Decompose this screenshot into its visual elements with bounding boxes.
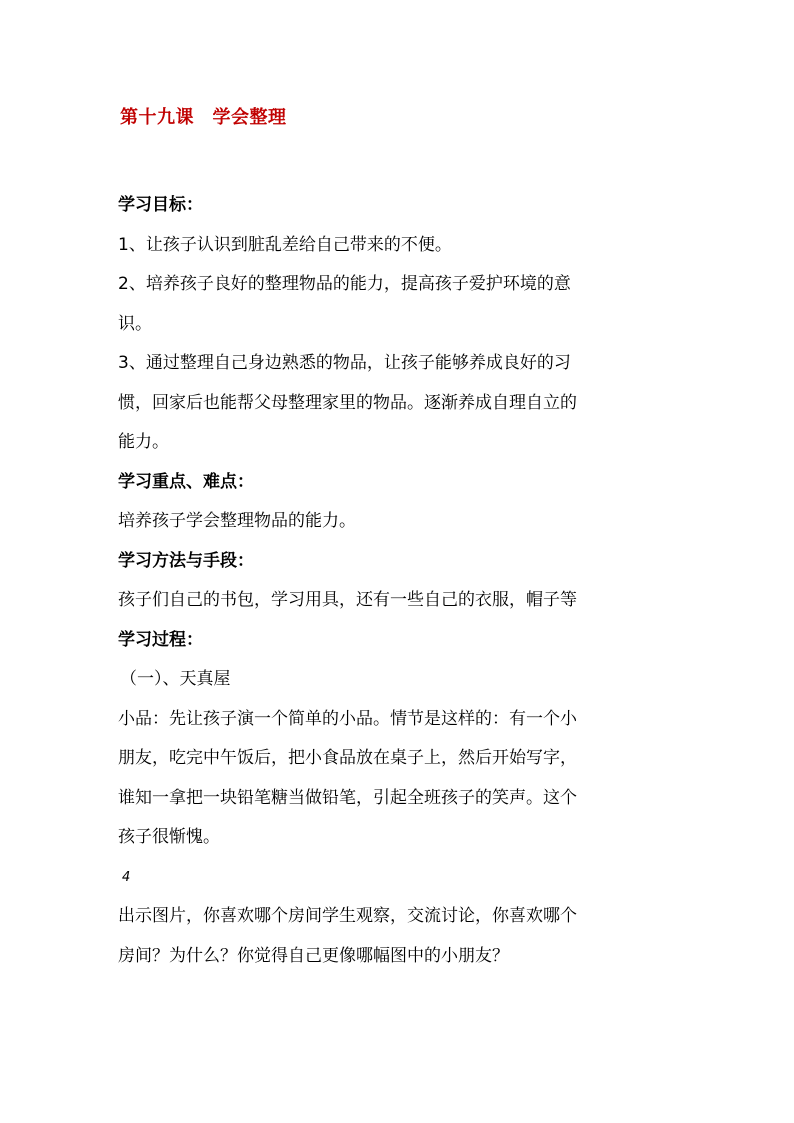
lesson-content [118, 186, 678, 976]
paragraph-line: 识。 [118, 313, 152, 334]
paragraph-line: 朋友，吃完中午饭后，把小食品放在桌子上，然后开始写字， [118, 748, 577, 768]
marker-text: 4 [122, 869, 131, 885]
section-heading: 学习重点、难点： [118, 471, 254, 492]
paragraph-line: 孩子们自己的书包，学习用具，还有一些自己的衣服，帽子等 [118, 590, 577, 610]
paragraph-line: 谁知一拿把一块铅笔糖当做铅笔，引起全班孩子的笑声。这个 [118, 787, 577, 808]
paragraph-line: 孩子很惭愧。 [118, 827, 220, 847]
paragraph-line: 能力。 [118, 432, 169, 452]
section-heading: 学习方法与手段： [118, 550, 254, 571]
section-heading: 学习过程： [118, 629, 203, 650]
paragraph-line: 房间？为什么？你觉得自己更像哪幅图中的小朋友？ [118, 945, 509, 966]
subsection-heading: （一）、天真屋 [120, 669, 231, 689]
paragraph-line: 小品：先让孩子演一个简单的小品。情节是这样的：有一个小 [118, 708, 577, 729]
paragraph-line: 1、让孩子认识到脏乱差给自己带来的不便。 [118, 234, 452, 255]
lesson-title: 第十九课 学会整理 [120, 107, 287, 128]
paragraph-line: 惯，回家后也能帮父母整理家里的物品。逐渐养成自理自立的 [118, 392, 577, 413]
paragraph-line: 培养孩子学会整理物品的能力。 [118, 511, 356, 531]
paragraph-line: 2、培养孩子良好的整理物品的能力，提高孩子爱护环境的意 [118, 274, 571, 294]
paragraph-line: 出示图片，你喜欢哪个房间学生观察，交流讨论，你喜欢哪个 [118, 906, 577, 926]
section-heading: 学习目标： [118, 195, 203, 215]
paragraph-line: 3、通过整理自己身边熟悉的物品，让孩子能够养成良好的习 [118, 353, 571, 373]
